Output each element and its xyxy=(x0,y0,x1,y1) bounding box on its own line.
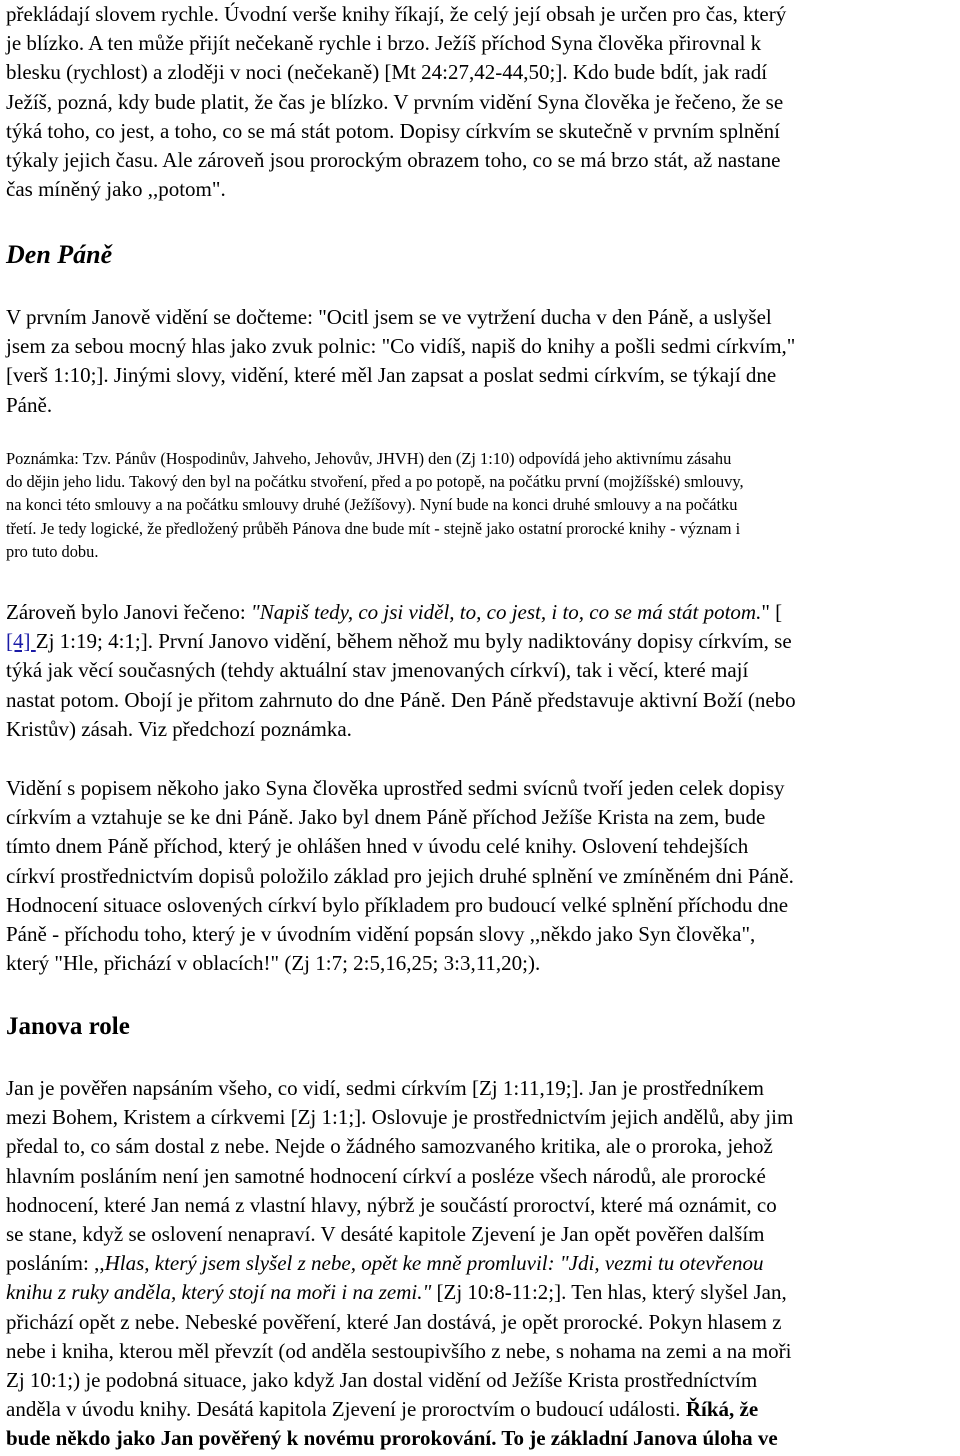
text-line xyxy=(6,598,956,627)
text-line: Vidění s popisem někoho jako Syna člověka uprostřed sedmi svícnů tvoří jeden celek dopisy xyxy=(6,776,785,800)
text-line: mezi Bohem, Kristem a církvemi [Zj 1:1;]. Oslovuje je prostřednictvím jejich andělů, aby jim xyxy=(6,1105,794,1130)
text-line: blesku (rychlost) a zloději v noci (nečekaně) [Mt 24:27,42-44,50;]. Kdo bude bdít, jak radí xyxy=(6,60,768,85)
text-line: Ježíš, pozná, kdy bude platit, že čas je blízko. V prvním vidění Syna člověka je řečeno, že se xyxy=(6,89,784,114)
text-line: Jan je pověřen napsáním všeho, co vidí, sedmi církvím [Zj 1:11,19;]. Jan je prostředníkem xyxy=(6,1076,764,1100)
text-line: týká toho, co jest, a toho, co se má stát potom. Dopisy církvím se skutečně v prvním splnění xyxy=(6,118,780,143)
text-span: Zároveň bylo Janovi řečeno: xyxy=(6,600,251,624)
text-line: překládají slovem rychle. Úvodní verše knihy říkají, že celý její obsah je určen pro čas, který xyxy=(6,2,787,26)
text-line: předal to, co sám dostal z nebe. Nejde o žádného samozvaného kritika, ale o proroka, jehož xyxy=(6,1134,773,1159)
text-line: týká jak věcí současných (tehdy aktuální stav jmenovaných církví), tak i věcí, které mají xyxy=(6,658,749,683)
text-line: který "Hle, přichází v oblacích!" (Zj 1:7; 2:5,16,25; 3:3,11,20;). xyxy=(6,951,541,976)
footnote-poznamka xyxy=(6,447,956,563)
text-line: církví prostřednictvím dopisů položilo základ pro jejich druhé splnění ve zmíněném dni Páně. xyxy=(6,863,794,888)
paragraph-zaroven xyxy=(6,598,956,744)
heading-den-pane: Den Páně xyxy=(6,240,113,269)
text-line: čas míněný jako ,,potom". xyxy=(6,177,226,202)
text-line: se stane, když se oslovení nenapraví. V desáté kapitole Zjevení je Jan opět pověřen dalším xyxy=(6,1222,765,1247)
quote-span: "Napiš tedy, co jsi viděl, to, co jest, i to, co se má stát potom. xyxy=(250,600,762,624)
footnote-link-4[interactable]: [4] xyxy=(6,629,36,654)
text-line xyxy=(6,1278,956,1307)
text-span: anděla v úvodu knihy. Desátá kapitola Zjevení je proroctvím o budoucí události. xyxy=(6,1397,686,1422)
note-line: na konci této smlouvy a na počátku smlouvy druhé (Ježíšovy). Nyní bude na konci druhé smlouvy a na počátku xyxy=(6,495,738,515)
text-line xyxy=(6,1424,956,1453)
text-span: posláním: ,, xyxy=(6,1251,105,1276)
text-line: přichází opět z nebe. Nebeské pověření, které Jan dostává, je opět prorocké. Pokyn hlasem z xyxy=(6,1309,782,1334)
text-line: Páně - příchodu toho, který je v úvodním vidění popsán slovy ,,někdo jako Syn člověka", xyxy=(6,922,756,947)
bold-span: Říká, že xyxy=(685,1397,759,1422)
text-line: jsem za sebou mocný hlas jako zvuk polnic: "Co vidíš, napiš do knihy a pošli sedmi církvím," xyxy=(6,334,796,359)
text-line: nebe i kniha, kterou měl převzít (od anděla sestoupivšího z nebe, s nohama na zemi a na moři xyxy=(6,1338,792,1363)
text-line xyxy=(6,627,956,656)
paragraph-videni xyxy=(6,774,956,978)
text-line: je blízko. A ten může přijít nečekaně rychle i brzo. Ježíš příchod Syna člověka přirovnal k xyxy=(6,31,762,56)
quote-span: Hlas, který jsem slyšel z nebe, opět ke mně promluvil: "Jdi, vezmi tu otevřenou xyxy=(104,1251,764,1276)
quote-span: knihu z ruky anděla, který stojí na moři i na zemi." xyxy=(6,1280,432,1305)
text-line: [verš 1:10;]. Jinými slovy, vidění, které měl Jan zapsat a poslat sedmi církvím, se týkají dne xyxy=(6,363,777,388)
paragraph-janova-role xyxy=(6,1074,956,1454)
note-line: do dějin jeho lidu. Takový den byl na počátku stvoření, před a po potopě, na počátku první (mojžíšské) smlouvy, xyxy=(6,472,744,492)
text-line: týkaly jejich času. Ale zároveň jsou prorockým obrazem toho, co se má brzo stát, až nastane xyxy=(6,148,781,173)
bold-span: bude někdo jako Jan pověřený k novému prorokování. To je základní Janova úloha ve xyxy=(6,1426,778,1451)
note-line: pro tuto dobu. xyxy=(6,541,99,561)
text-line: tímto dnem Páně příchod, který je ohlášen hned v úvodu celé knihy. Oslovení tehdejších xyxy=(6,834,749,859)
text-line: církvím a vztahuje se ke dni Páně. Jako byl dnem Páně příchod Ježíše Krista na zem, bude xyxy=(6,805,766,830)
text-line: Kristův) zásah. Viz předchozí poznámka. xyxy=(6,716,352,741)
paragraph-intro xyxy=(6,0,956,204)
text-line: Páně. xyxy=(6,392,53,417)
text-span: " [ xyxy=(761,600,783,624)
text-line: hodnocení, které Jan nemá z vlastní hlavy, nýbrž je součástí proroctví, které má oznámit, co xyxy=(6,1192,777,1217)
note-line: Poznámka: Tzv. Pánův (Hospodinův, Jahveho, Jehovův, JHVH) den (Zj 1:10) odpovídá jeho aktivnímu zásahu xyxy=(6,449,732,468)
text-line: hlavním posláním není jen samotné hodnocení církví a posléze všech národů, ale prorocké xyxy=(6,1163,766,1188)
text-line: nastat potom. Obojí je přitom zahrnuto do dne Páně. Den Páně představuje aktivní Boží (nebo xyxy=(6,687,796,712)
text-span: Zj 1:19; 4:1;]. První Janovo vidění, během něhož mu byly nadiktovány dopisy církvím, se xyxy=(35,629,792,654)
text-line xyxy=(6,1395,956,1424)
text-line xyxy=(6,1249,956,1278)
paragraph-den-pane xyxy=(6,303,956,420)
note-line: třetí. Je tedy logické, že předložený průběh Pánova dne bude mít - stejně jako ostatní prorocké knihy - význam i xyxy=(6,518,741,538)
text-line: Zj 10:1;) je podobná situace, jako když Jan dostal vidění od Ježíše Krista prostředníctvím xyxy=(6,1368,758,1393)
text-line: V prvním Janově vidění se dočteme: "Ocitl jsem se ve vytržení ducha v den Páně, a uslyšel xyxy=(6,305,772,329)
heading-janova-role: Janova role xyxy=(6,1013,130,1040)
text-span: [Zj 10:8-11:2;]. Ten hlas, který slyšel Jan, xyxy=(431,1280,787,1305)
text-line: Hodnocení situace oslovených církví bylo příkladem pro budoucí velké splnění příchodu dne xyxy=(6,892,789,917)
